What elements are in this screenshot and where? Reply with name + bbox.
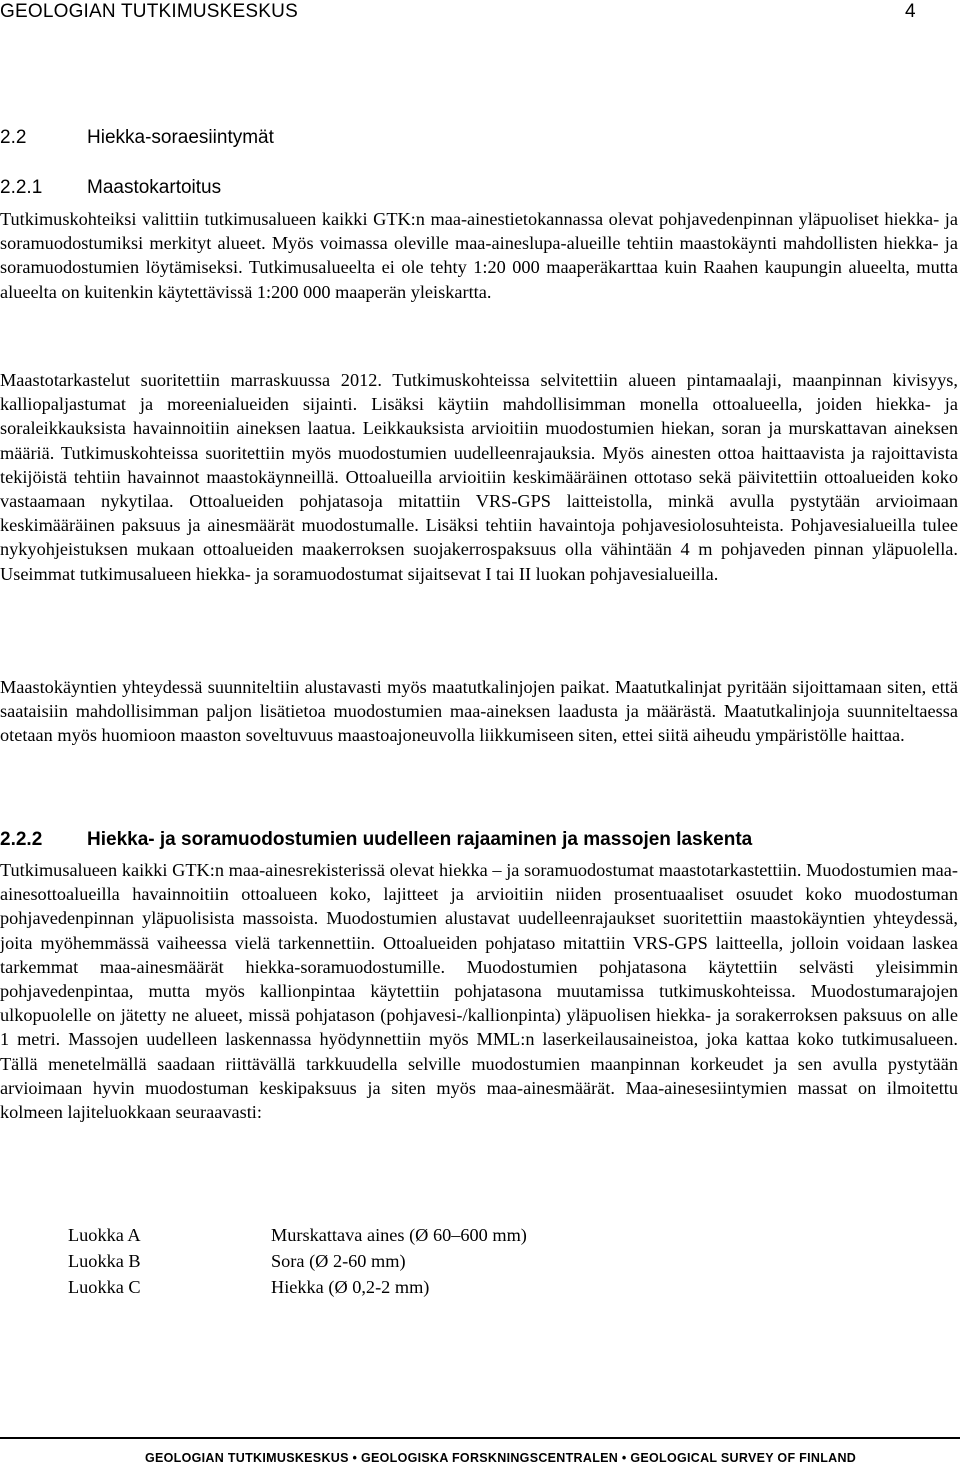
page-footer [0,1437,960,1471]
header-title: GEOLOGIAN TUTKIMUSKESKUS [0,1,298,22]
paragraph: Tutkimusalueen kaikki GTK:n maa-ainesrekisterissä olevat hiekka – ja soramuodostumat maastotarkastettiin. Muodostumien maa-ainesottoalueilla havainnoitiin ottoalueen koko, lajitteet ja arvioitiin niiden prosentuaaliset osuudet koko muodostuman pohjavedenpinnan yläpuolisista massoista. Muodostumien alustavat uudelleenrajaukset suoritettiin maastokäyntien yhteydessä, joita myöhemmässä vaiheessa vielä tarkennettiin. Ottoalueiden pohjataso mitattiin VRS-GPS laitteella, jolloin voidaan laskea tarkemmat maa-ainesmäärät hiekka-soramuodostumille. Muodostumien pohjatasona käytettiin selvästi yleisimmin pohjavedenpintaa, mutta myös kallionpintaa käytettiin pohjatasona muutamissa tutkimuskohteissa. Muodostumarajojen ulkopuolelle on jätetty ne alueet, missä pohjatason (pohjavesi-/kallionpinta) yläpuolisen hiekka- ja sorakerroksen paksuus on alle 1 metri. Massojen uudelleen laskennassa hyödynnettiin myös MML:n laserkeilausaineistoa, joka kattaa koko tutkimusalueen. Tällä menetelmällä saadaan riittävällä tarkkuudella selville muodostumien maanpinnan korkeudet ja sen avulla pystytään arvioimaan hyvin muodostuman keskipaksuus ja siten myös maa-ainesmäärät. Maa-ainesesiintymien massat on ilmoitettu kolmeen lajiteluokkaan seuraavasti: [0,860,958,1123]
paragraph: Maastokäyntien yhteydessä suunniteltiin alustavasti myös maatutkalinjojen paikat. Maatutkalinjat pyritään sijoittamaan siten, että saataisiin mahdollisimman paljon lisätietoa muodostumien maa-aineksen laadusta ja määrästä. Maatutkalinjoja suunniteltaessa otetaan myös huomioon maaston soveltuvuus maastoajoneuvolla liikkumiseen siten, ettei siitä aiheudu ympäristölle haittaa. [0,677,958,746]
grain-class-list [68,1222,527,1300]
paragraph: Tutkimuskohteiksi valittiin tutkimusalueen kaikki GTK:n maa-ainestietokannassa olevat pohjavedenpinnan yläpuoliset hiekka- ja soramuodostumiksi merkityt alueet. Myös voimassa oleville maa-aineslupa-alueille tehtiin maastokäynti mahdollisten hiekka- ja soramuodostumien löytämiseksi. Tutkimusalueelta ei ole tehty 1:20 000 maaperäkarttaa kuin Raahen kaupungin alueelta, mutta alueelta on kuitenkin käytettävissä 1:200 000 maaperän yleiskartta. [0,209,958,302]
section-heading-2-2 [0,126,274,150]
section-heading-2-2-2 [0,828,752,852]
section-number: 2.2.2 [0,829,43,850]
class-name: Luokka B [68,1251,141,1271]
page-header [0,0,960,26]
list-item [68,1222,527,1248]
list-item [68,1274,527,1300]
section-title: Hiekka- ja soramuodostumien uudelleen rajaaminen ja massojen laskenta [87,829,753,850]
list-item [68,1248,527,1274]
page-number: 4 [905,1,916,22]
section-number: 2.2 [0,127,27,148]
section-number: 2.2.1 [0,177,43,198]
class-description: Hiekka (Ø 0,2-2 mm) [271,1277,430,1297]
class-name: Luokka A [68,1225,141,1245]
section-title: Maastokartoitus [87,177,222,198]
section-heading-2-2-1 [0,176,221,200]
footer-text: GEOLOGIAN TUTKIMUSKESKUS • GEOLOGISKA FORSKNINGSCENTRALEN • GEOLOGICAL SURVEY OF FINLAND [145,1451,857,1465]
paragraph: Maastotarkastelut suoritettiin marraskuussa 2012. Tutkimuskohteissa selvitettiin alueen pintamaalaji, maanpinnan kivisyys, kalliopaljastumat ja moreenialueiden sijainti. Lisäksi käytiin mahdollisimman monella ottoalueella, joiden hiekka- ja soraleikkauksista havainnoitiin aineksen laatua. Leikkauksista arvioitiin muodostumien hiekan, soran ja murskattavan aineksen määriä. Tutkimuskohteissa suoritettiin myös muodostumien uudelleenrajauksia. Myös ainesten ottoa haittaavista ja rajoittavista tekijöistä tehtiin havainnot maastokäynneillä. Ottoalueilla arvioitiin keskimääräinen ottotaso sekä päivitettiin ottoalueiden koko vastaamaan nykytilaa. Ottoalueiden pohjatasoja mitattiin VRS-GPS laitteistolla, minkä avulla pystytään arvioimaan keskimääräinen paksuus ja ainesmäärät muodostumalle. Lisäksi tehtiin havaintoja pohjavesiolosuhteista. Pohjavesialueilla tulee nykyohjeistuksen mukaan ottoalueiden maakerroksen suojakerrospaksuus olla vähintään 4 m pohjaveden pinnan yläpuolella. Useimmat tutkimusalueen hiekka- ja soramuodostumat sijaitsevat I tai II luokan pohjavesialueilla. [0,370,958,584]
class-name: Luokka C [68,1277,141,1297]
footer-divider [0,1437,960,1439]
section-title: Hiekka-soraesiintymät [87,127,274,148]
class-description: Sora (Ø 2-60 mm) [271,1251,406,1271]
class-description: Murskattava aines (Ø 60–600 mm) [271,1225,527,1245]
